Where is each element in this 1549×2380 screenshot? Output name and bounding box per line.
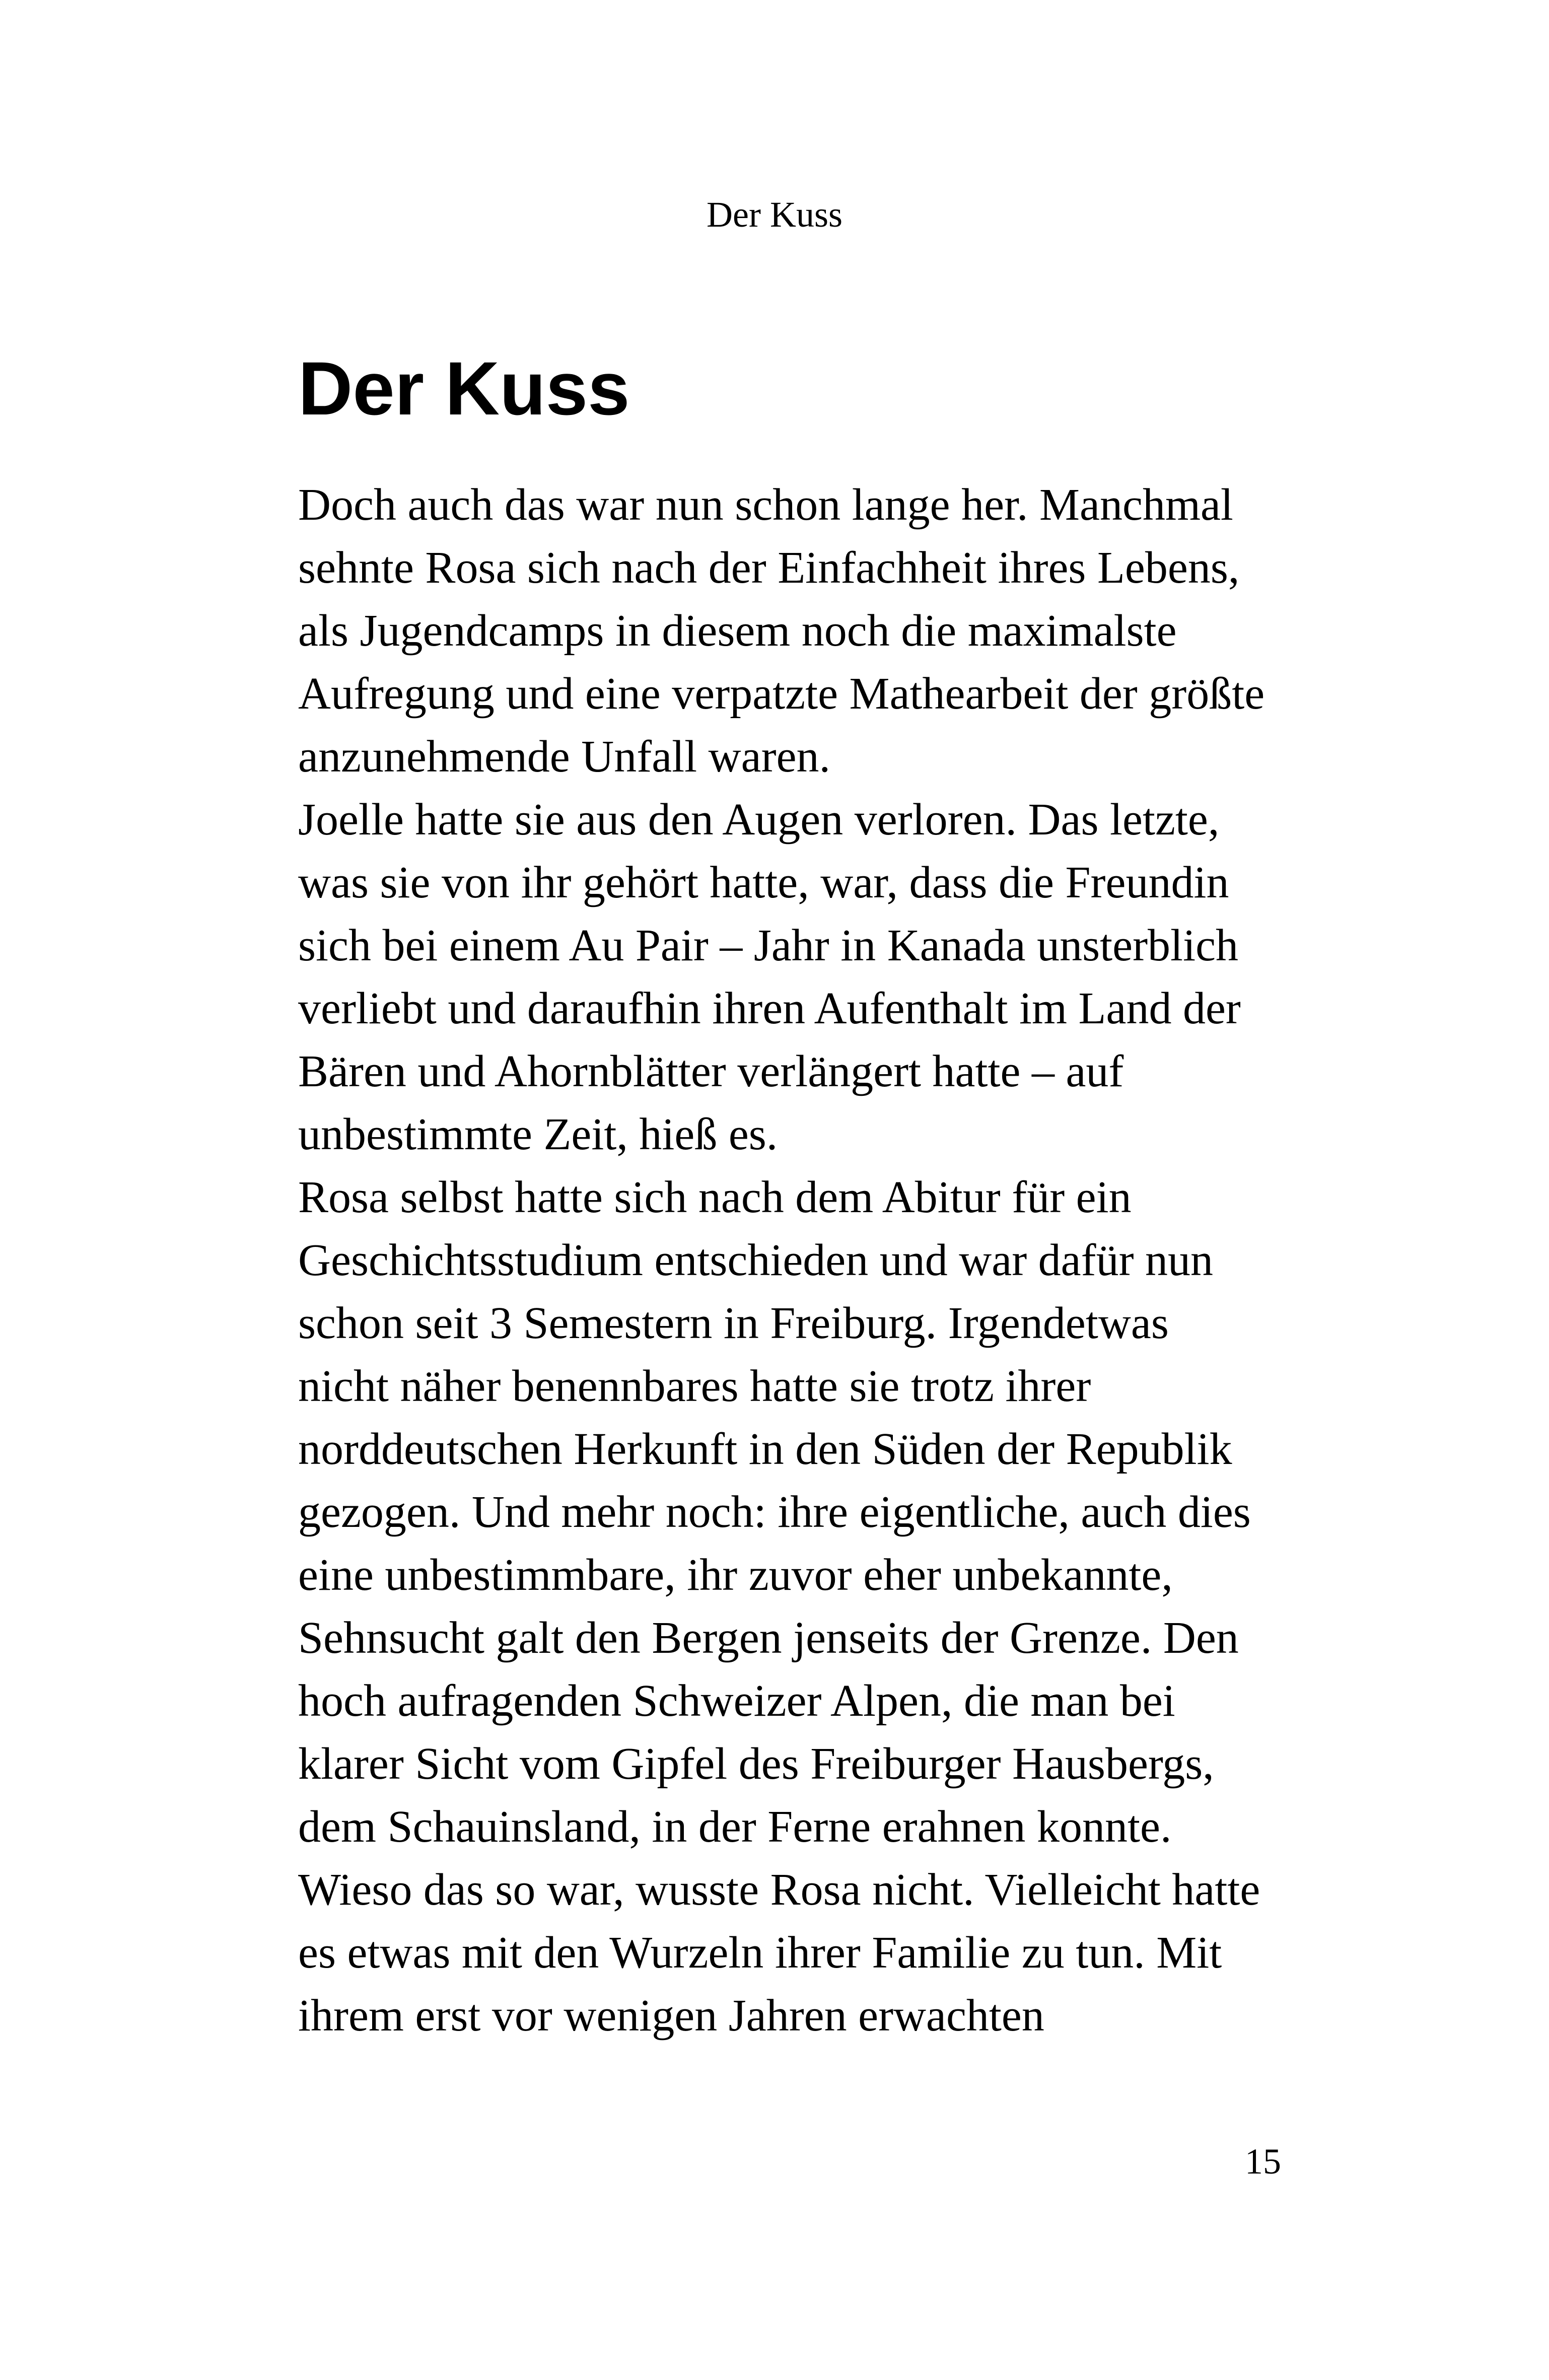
running-header: Der Kuss <box>707 194 842 235</box>
text-line: ihrem erst vor wenigen Jahren erwachten <box>298 1991 1044 2041</box>
text-line: anzunehmende Unfall waren. <box>298 732 831 782</box>
text-line: unbestimmte Zeit, hieß es. <box>298 1109 778 1159</box>
text-line: klarer Sicht vom Gipfel des Freiburger Hausbergs, <box>298 1739 1214 1789</box>
text-line: sehnte Rosa sich nach der Einfachheit ihres Lebens, <box>298 543 1240 593</box>
text-line: dem Schauinsland, in der Ferne erahnen konnte. <box>298 1802 1172 1852</box>
text-line: schon seit 3 Semestern in Freiburg. Irgendetwas <box>298 1298 1169 1348</box>
text-line: Wieso das so war, wusste Rosa nicht. Vielleicht hatte <box>298 1865 1260 1915</box>
text-line: es etwas mit den Wurzeln ihrer Familie zu tun. Mit <box>298 1928 1222 1978</box>
chapter-title: Der Kuss <box>298 346 630 431</box>
text-line: Geschichtsstudium entschieden und war dafür nun <box>298 1235 1214 1285</box>
text-line: Aufregung und eine verpatzte Mathearbeit der größte <box>298 669 1265 719</box>
text-line: Joelle hatte sie aus den Augen verloren. Das letzte, <box>298 795 1220 845</box>
text-line: hoch aufragenden Schweizer Alpen, die man bei <box>298 1676 1175 1726</box>
text-line: nicht näher benennbares hatte sie trotz ihrer <box>298 1361 1091 1411</box>
body-text <box>298 473 1305 2047</box>
text-line: eine unbestimmbare, ihr zuvor eher unbekannte, <box>298 1550 1173 1600</box>
text-line: als Jugendcamps in diesem noch die maximalste <box>298 606 1177 656</box>
text-line: verliebt und daraufhin ihren Aufenthalt im Land der <box>298 984 1241 1033</box>
text-line: sich bei einem Au Pair – Jahr in Kanada unsterblich <box>298 921 1239 970</box>
text-line: gezogen. Und mehr noch: ihre eigentliche, auch dies <box>298 1487 1251 1537</box>
page-number: 15 <box>1245 2141 1281 2182</box>
text-line: Doch auch das war nun schon lange her. Manchmal <box>298 480 1233 530</box>
text-line: Sehnsucht galt den Bergen jenseits der Grenze. Den <box>298 1613 1239 1663</box>
text-line: norddeutschen Herkunft in den Süden der Republik <box>298 1424 1232 1474</box>
text-line: Rosa selbst hatte sich nach dem Abitur für ein <box>298 1172 1132 1222</box>
text-line: was sie von ihr gehört hatte, war, dass die Freundin <box>298 858 1229 907</box>
text-line: Bären und Ahornblätter verlängert hatte – auf <box>298 1046 1124 1096</box>
